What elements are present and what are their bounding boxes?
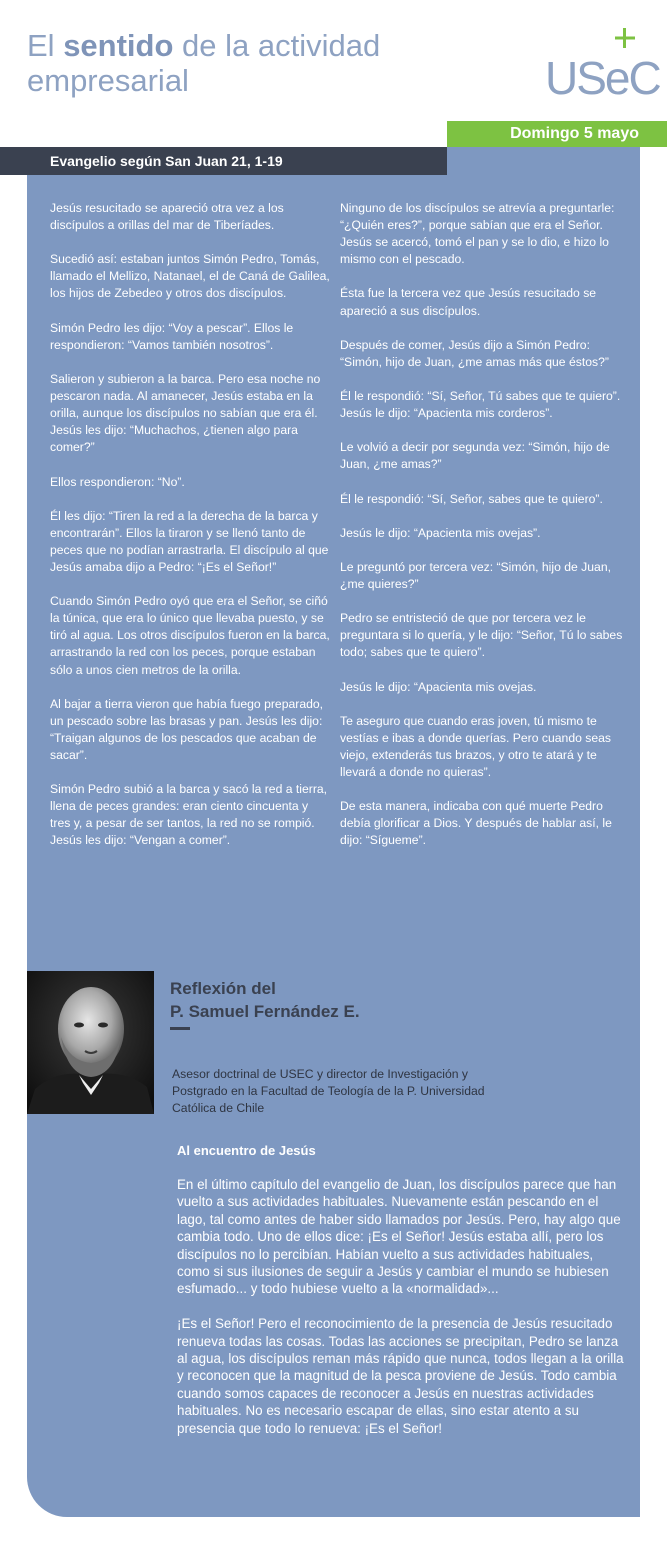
reflection-heading [170,977,470,1023]
page-title [27,28,447,98]
gospel-paragraph: Él le respondió: “Sí, Señor, Tú sabes que te quiero”. Jesús le dijo: “Apacienta mis corderos”. [340,389,621,421]
gospel-column-right [340,200,625,867]
gospel-paragraph: Al bajar a tierra vieron que había fuego preparado, un pescado sobre las brasas y pan. Jesús les dijo: “Traigan algunos de los pescados que acaban de sacar”. [50,696,324,762]
title-bold: sentido [63,28,174,63]
gospel-paragraph: Cuando Simón Pedro oyó que era el Señor, se ciñó la túnica, que era lo único que llevaba puesto, y se tiró al agua. Los otros discípulos fueron en la barca, arrastrando la red con los peces, porque estaban sólo a unos cien metros de la orilla. [50,594,330,677]
date-label: Domingo 5 mayo [447,121,667,147]
gospel-paragraph: Ellos respondieron: “No”. [50,474,185,489]
article-title: Al encuentro de Jesús [177,1143,316,1158]
gospel-paragraph: Jesús resucitado se apareció otra vez a los discípulos a orillas del mar de Tiberíades. [50,201,284,233]
gospel-paragraph: De esta manera, indicaba con qué muerte Pedro debía glorificar a Dios. Y después de hablar así, le dijo: “Sígueme”. [340,799,612,848]
gospel-paragraph: Salieron y subieron a la barca. Pero esa noche no pescaron nada. Al amanecer, Jesús estaba en la orilla, aunque los discípulos no sabían que era él. Jesús les dijo: “Muchachos, ¿tienen algo para comer?” [50,371,321,455]
article-paragraph: ¡Es el Señor! Pero el reconocimiento de la presencia de Jesús resucitado renueva todas las cosas. Todas las acciones se precipitan, Pedro se lanza al agua, los discípulos reman más rápido que nunca, todos llegan a la orilla y reconocen que la magnitud de la pesca proviene de Jesús. Todo cambia cuando somos capaces de reconocer a Jesús en nuestras actividades habituales. No es necesario escapar de ellas, sino estar atento a su presencia que todo lo renueva: ¡Es el Señor! [177,1316,624,1436]
gospel-paragraph: Te aseguro que cuando eras joven, tú mismo te vestías e ibas a donde querías. Pero cuando seas viejo, extenderás tus brazos, y otro te atará y te llevará a donde no quieras”. [340,713,612,780]
divider [170,1027,190,1030]
gospel-paragraph: Jesús le dijo: “Apacienta mis ovejas. [340,679,537,694]
title-post: de la actividad empresarial [27,28,381,98]
gospel-paragraph: Después de comer, Jesús dijo a Simón Pedro: “Simón, hijo de Juan, ¿me amas más que éstos?” [340,337,609,369]
gospel-paragraph: Le volvió a decir por segunda vez: “Simón, hijo de Juan, ¿me amas?” [340,440,610,472]
article-paragraph: En el último capítulo del evangelio de Juan, los discípulos parece que han vuelto a sus actividades habituales. Nuevamente están pescando en el lago, tal como antes de haber sido llamados por Jesús. Pero, hay algo que cambia todo. Uno de ellos dice: ¡Es el Señor! Jesús estaba allí, pero los discípulos no lo percibían. Habían vuelto a sus actividades habituales, como si sus ilusiones de seguir a Jesús y cambiar el mundo se hubiesen esfumado... y todo hubiese vuelto a la «normalidad»... [177,1177,621,1297]
author-name: P. Samuel Fernández E. [170,1002,360,1021]
reflection-article [177,1142,627,1454]
logo-plus-icon: + [543,26,544,27]
logo-text: USeC [545,52,660,104]
gospel-paragraph: Le preguntó por tercera vez: “Simón, hijo de Juan, ¿me quieres?” [340,559,611,592]
gospel-paragraph: Él les dijo: “Tiren la red a la derecha de la barca y encontrarán”. Ellos la tiraron y se llenó tanto de peces que no podían arrastrarla. El discípulo al que Jesús amaba dijo a Pedro: “¡Es el Señor!” [50,508,329,574]
gospel-paragraph: Jesús le dijo: “Apacienta mis ovejas”. [340,525,541,540]
author-photo [27,971,154,1114]
gospel-column-left [50,200,330,867]
gospel-paragraph: Él le respondió: “Sí, Señor, sabes que te quiero”. [340,491,603,506]
gospel-paragraph: Ninguno de los discípulos se atrevía a preguntarle: “¿Quién eres?”, porque sabían que era el Señor. Jesús se acercó, tomó el pan y se lo dio, e hizo lo mismo con el pescado. [340,201,615,267]
usec-logo [543,26,660,106]
gospel-paragraph: Sucedió así: estaban juntos Simón Pedro, Tomás, llamado el Mellizo, Natanael, el de Caná de Galilea, los hijos de Zebedeo y otros dos discípulos. [50,252,330,301]
gospel-paragraph: Simón Pedro subió a la barca y sacó la red a tierra, llena de peces grandes: eran ciento cincuenta y tres y, a pesar de ser tantos, la red no se rompió. Jesús les dijo: “Vengan a comer”. [50,782,328,848]
gospel-paragraph: Ésta fue la tercera vez que Jesús resucitado se apareció a sus discípulos. [340,286,597,318]
title-pre: El [27,28,64,63]
reflection-heading-line1: Reflexión del [170,979,276,998]
gospel-title: Evangelio según San Juan 21, 1-19 [0,147,447,175]
gospel-paragraph: Pedro se entristeció de que por tercera vez le preguntara si lo quería, y le dijo: “Señor, Tú lo sabes todo; sabes que te quiero”. [340,611,623,660]
gospel-paragraph: Simón Pedro les dijo: “Voy a pescar”. Ellos le respondieron: “Vamos también nosotros”. [50,320,294,352]
author-description: Asesor doctrinal de USEC y director de Investigación y Postgrado en la Facultad de Teología de la P. Universidad Católica de Chile [172,1067,485,1115]
